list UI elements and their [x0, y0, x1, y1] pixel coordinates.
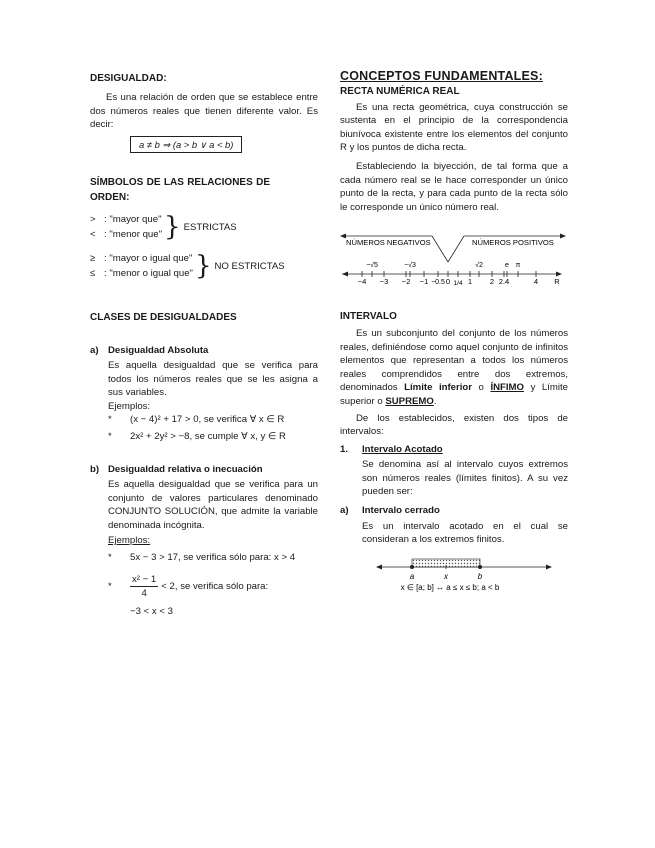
- desigualdad-title: DESIGUALDAD:: [90, 73, 167, 84]
- relativa-text: Es aquella desigualdad que se verifica para un conjunto de valores particulares denominado CONJUNTO SOLUCIÓN, que admite la variable denominada incógnita.: [108, 479, 318, 531]
- tick-label: −√3: [404, 262, 416, 270]
- clases-title: CLASES DE DESIGUALDADES: [90, 311, 237, 323]
- symbol-row: > : "mayor que": [90, 214, 162, 226]
- no-estrictas-group: [90, 252, 318, 281]
- tick-label: √2: [475, 262, 483, 270]
- limite-inferior: Límite inferior: [404, 382, 472, 394]
- relativa-example-2-solution: −3 < x < 3: [130, 605, 173, 617]
- fraction-denominator: 4: [141, 588, 147, 600]
- symbol-row: ≤ : "menor o igual que": [90, 268, 193, 280]
- absoluta-ejemplos: Ejemplos:: [108, 400, 151, 412]
- tick-label: 2: [489, 277, 495, 287]
- no-estrictas-label: NO ESTRICTAS: [214, 260, 285, 272]
- relativa-example-1: * 5x − 3 > 17, se verifica sólo para: x > 4: [108, 552, 296, 564]
- symbol-row: ≥ : "mayor o igual que": [90, 252, 193, 264]
- intervalo-paragraph-2: De los establecidos, existen dos tipos de intervalos:: [340, 412, 568, 438]
- interval-b-label: b: [477, 571, 483, 581]
- symbol-row: < : "menor que": [90, 229, 163, 241]
- intervalo-title: INTERVALO: [340, 311, 397, 323]
- intervalo-paragraph-1: Es un subconjunto del conjunto de los números reales, definiéndose como aquel conjunto de infinitos elementos que representan a todos los números reales comprendidos entre dos extremos, denominados Límite inferior o ÍNFIMO y Límite superior o SUPREMO.: [340, 328, 569, 407]
- tick-label: π: [515, 262, 521, 270]
- desigualdad-absoluta-heading: a) Desigualdad Absoluta: [90, 345, 209, 357]
- number-line-figure: [340, 226, 568, 288]
- estrictas-group: [90, 213, 318, 242]
- brace-icon: }: [194, 251, 212, 282]
- tick-label: −3: [379, 277, 389, 287]
- conceptos-title: CONCEPTOS FUNDAMENTALES:: [340, 69, 543, 83]
- estrictas-label: ESTRICTAS: [183, 221, 237, 233]
- tick-label: −0.5: [431, 279, 445, 287]
- interval-x-label: x: [444, 571, 448, 581]
- tick-label: −√5: [366, 262, 378, 270]
- interval-a-label: a: [409, 571, 415, 581]
- simbolos-title: SÍMBOLOS DE LAS RELACIONES DE ORDEN:: [90, 177, 270, 204]
- supremo: SUPREMO: [385, 395, 434, 407]
- absoluta-text: Es aquella desigualdad que se verifica para todos los números reales que se les asigna a sus variables.: [108, 360, 318, 399]
- tick-label: 0: [445, 277, 451, 287]
- relativa-example-2: * $\frac{\text{x² − 1}}{4}$ < 2, se verifica sólo para:: [108, 573, 269, 600]
- tick-label: R: [554, 277, 560, 287]
- relativa-ejemplos: Ejemplos:: [108, 534, 151, 546]
- tick-label: 2.4: [498, 277, 510, 287]
- brace-icon: }: [164, 212, 181, 243]
- negative-numbers-label: NÚMEROS NEGATIVOS: [346, 238, 431, 248]
- tick-label: −2: [401, 277, 411, 287]
- recta-title: RECTA NUMÉRICA REAL: [340, 86, 460, 98]
- desigualdad-formula: a ≠ b ⇒ (a > b ∨ a < b): [130, 136, 242, 153]
- cerrado-text: Es un intervalo acotado en el cual se consideran a los extremos finitos.: [362, 520, 568, 546]
- closed-interval-formula: x ∈ [a; b] ↔ a ≤ x ≤ b; a < b: [400, 582, 500, 592]
- intervalo-acotado-heading: 1. Intervalo Acotado: [340, 443, 443, 455]
- right-column: [340, 70, 568, 593]
- fraction-numerator: x² − 1: [130, 573, 158, 587]
- recta-paragraph-1: Es una recta geométrica, cuya construcción se sustenta en el principio de la correspondencia biunívoca existente entre los elementos del conjunto R y los puntos de dicha recta.: [340, 101, 568, 154]
- left-column: [90, 70, 318, 618]
- positive-numbers-label: NÚMEROS POSITIVOS: [472, 238, 554, 248]
- absoluta-example-2: * 2x² + 2y² > −8, se cumple ∀ x, y ∈ R: [108, 430, 286, 442]
- intervalo-cerrado-heading: a) Intervalo cerrado: [340, 505, 440, 517]
- absoluta-example-1: * (x − 4)² + 17 > 0, se verifica ∀ x ∈ R: [108, 414, 285, 426]
- closed-interval-figure: [340, 553, 568, 593]
- tick-label: −1: [419, 277, 429, 287]
- desigualdad-text: Es una relación de orden que se establece entre dos números reales que tienen diferente valor. Es decir:: [90, 92, 318, 131]
- acotado-text: Se denomina así al intervalo cuyos extremos son números reales (límites finitos). A su vez pueden ser:: [362, 459, 568, 497]
- infimo: ÍNFIMO: [490, 382, 525, 394]
- tick-label: 1: [467, 277, 473, 287]
- desigualdad-relativa-heading: b) Desigualdad relativa o inecuación: [90, 463, 263, 475]
- tick-label: 1/4: [453, 280, 463, 288]
- tick-label: 4: [533, 277, 539, 287]
- tick-label: e: [505, 262, 509, 270]
- tick-label: −4: [357, 277, 367, 287]
- recta-paragraph-2: Estableciendo la biyección, de tal forma que a cada número real se le hace corresponder un único punto de la recta, y para cada punto de la recta sólo le corresponde un único número real.: [340, 161, 568, 213]
